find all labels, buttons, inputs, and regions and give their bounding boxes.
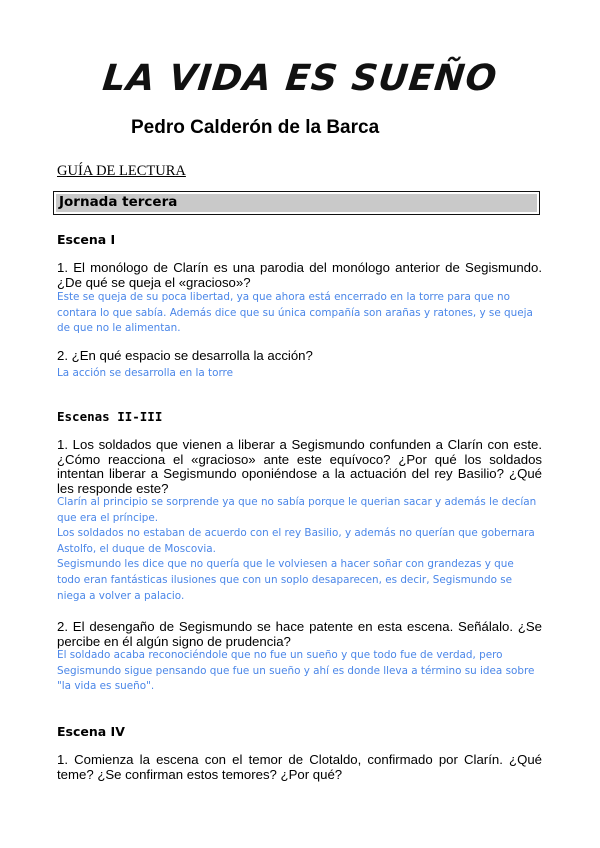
- section-heading: Escena IV: [57, 724, 125, 739]
- question: 2. ¿En qué espacio se desarrolla la acción?: [57, 348, 313, 363]
- book-title: LA VIDA ES SUEÑO: [100, 58, 500, 99]
- answer-line: La acción se desarrolla en la torre: [57, 367, 233, 379]
- question: 1. Los soldados que vienen a liberar a Segismundo confunden a Clarín con este. ¿Cómo reacciona el «gracioso» ante este equívoco? ¿Por qué los soldados intentan liberar a Segismundo oponiéndose a la actuación del rey Basilio? ¿Qué les responde este?: [57, 437, 542, 496]
- answer-line: "la vida es sueño".: [57, 680, 155, 693]
- answer: [57, 366, 542, 382]
- answer-line: Este se queja de su poca libertad, ya que ahora está encerrado en la torre para que no: [57, 291, 510, 303]
- question: 2. El desengaño de Segismundo se hace patente en esta escena. Señálalo. ¿Se percibe en él algún signo de prudencia?: [57, 619, 542, 649]
- jornada-box: [53, 191, 540, 215]
- answer-line: Segismundo sigue pensando que fue un sueño y ahí es donde lleva a término su idea sobre: [57, 664, 535, 677]
- answer-line: niega a volver a palacio.: [57, 589, 185, 602]
- question: 1. Comienza la escena con el temor de Clotaldo, confirmado por Clarín. ¿Qué teme? ¿Se confirman estos temores? ¿Por qué?: [57, 752, 542, 782]
- answer-line: todo eran fantásticas ilusiones que con un soplo desaparecen, es decir, Segismundo se: [57, 573, 513, 586]
- answer: [57, 495, 542, 604]
- answer-line: contara lo que sabía. Además dice que su única compañía son arañas y ratones, y se queja: [57, 306, 533, 319]
- answer-line: que era el príncipe.: [57, 511, 159, 524]
- guide-label: GUÍA DE LECTURA: [57, 163, 186, 179]
- section-heading: Escena I: [57, 232, 116, 247]
- answer-line: Astolfo, el duque de Moscovia.: [57, 542, 216, 555]
- jornada-heading: Jornada tercera: [56, 194, 537, 212]
- question: 1. El monólogo de Clarín es una parodia del monólogo anterior de Segismundo. ¿De qué se queja el «gracioso»?: [57, 260, 542, 290]
- section-heading: Escenas II-III: [57, 409, 163, 424]
- answer: [57, 648, 542, 695]
- answer-line: de que no le alimentan.: [57, 322, 181, 335]
- answer-line: Segismundo les dice que no quería que le volviesen a hacer soñar con grandezas y que: [57, 558, 514, 571]
- author-name: Pedro Calderón de la Barca: [131, 117, 380, 138]
- answer-line: Los soldados no estaban de acuerdo con el rey Basilio, y además no querían que gobernara: [57, 527, 535, 540]
- answer-line: El soldado acaba reconociéndole que no fue un sueño y que todo fue de verdad, pero: [57, 649, 503, 661]
- answer: [57, 290, 542, 337]
- answer-line: Clarín al principio se sorprende ya que no sabía porque le querian sacar y además le decían: [57, 496, 537, 508]
